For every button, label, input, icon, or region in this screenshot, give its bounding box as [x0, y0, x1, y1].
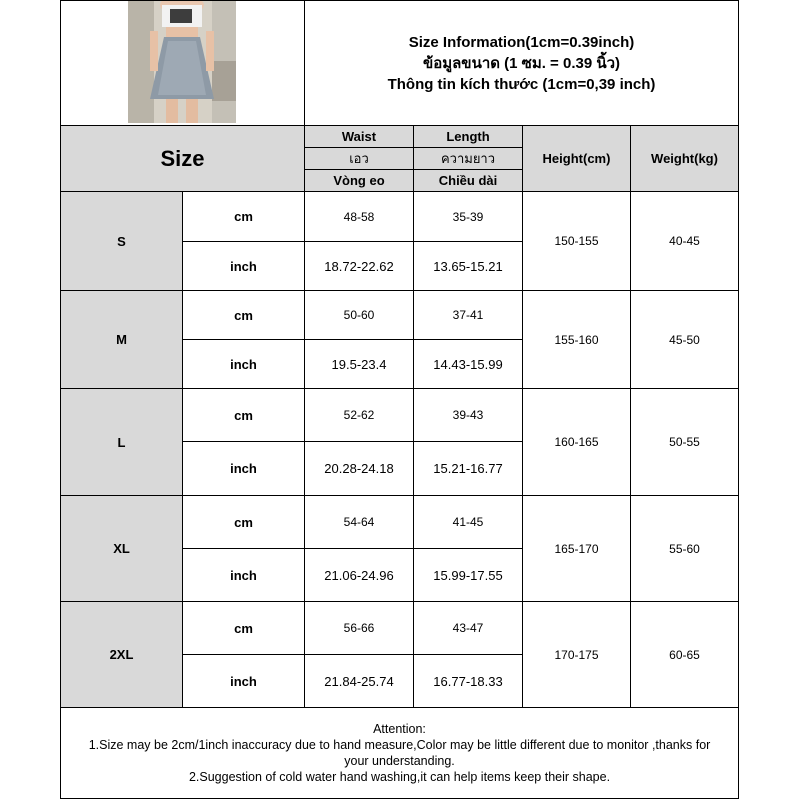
height-header: Height(cm)	[522, 125, 631, 192]
weight-value: 60-65	[630, 601, 739, 708]
length-cm-value: 39-43	[413, 388, 523, 442]
waist-inch-value: 18.72-22.62	[304, 241, 414, 291]
waist-header-en: Waist	[304, 125, 414, 148]
attention-line-1: 1.Size may be 2cm/1inch inaccuracy due to hand measure,Color may be little different due to monitor ,thanks for	[88, 738, 711, 752]
waist-cm-value: 48-58	[304, 191, 414, 242]
length-cm-value: 37-41	[413, 290, 523, 340]
waist-cm-value: 50-60	[304, 290, 414, 340]
weight-header: Weight(kg)	[630, 125, 739, 192]
size-header	[60, 125, 305, 192]
length-header-en: Length	[413, 125, 523, 148]
weight-value: 40-45	[630, 191, 739, 291]
length-inch-value: 14.43-15.99	[413, 339, 523, 389]
height-value: 170-175	[522, 601, 631, 708]
unit-cm: cm	[182, 290, 305, 340]
waist-inch-value: 19.5-23.4	[304, 339, 414, 389]
attention-note	[60, 707, 739, 799]
attention-line-2: 2.Suggestion of cold water hand washing,it can help items keep their shape.	[188, 770, 611, 784]
size-chart	[60, 0, 739, 799]
length-inch-value: 15.99-17.55	[413, 548, 523, 602]
size-information-cell	[304, 0, 739, 126]
info-line-vi: Thông tin kích thước (1cm=0,39 inch)	[387, 75, 656, 93]
unit-inch: inch	[182, 654, 305, 708]
length-inch-value: 15.21-16.77	[413, 441, 523, 496]
weight-value: 45-50	[630, 290, 739, 389]
unit-cm: cm	[182, 191, 305, 242]
height-value: 155-160	[522, 290, 631, 389]
waist-inch-value: 21.06-24.96	[304, 548, 414, 602]
unit-cm: cm	[182, 495, 305, 549]
size-label-m: M	[60, 290, 183, 389]
length-cm-value: 35-39	[413, 191, 523, 242]
size-label-s: S	[60, 191, 183, 291]
size-label-l: L	[60, 388, 183, 496]
length-header-th: ความยาว	[413, 147, 523, 170]
info-line-en: Size Information(1cm=0.39inch)	[408, 33, 635, 51]
size-label-2xl: 2XL	[60, 601, 183, 708]
unit-cm: cm	[182, 601, 305, 655]
unit-cm: cm	[182, 388, 305, 442]
waist-cm-value: 54-64	[304, 495, 414, 549]
height-value: 160-165	[522, 388, 631, 496]
unit-inch: inch	[182, 548, 305, 602]
size-label-xl: XL	[60, 495, 183, 602]
unit-inch: inch	[182, 441, 305, 496]
length-cm-value: 41-45	[413, 495, 523, 549]
waist-inch-value: 20.28-24.18	[304, 441, 414, 496]
weight-value: 50-55	[630, 388, 739, 496]
length-inch-value: 13.65-15.21	[413, 241, 523, 291]
attention-title: Attention:	[373, 722, 426, 736]
waist-cm-value: 56-66	[304, 601, 414, 655]
product-photo	[128, 1, 236, 123]
info-line-th: ข้อมูลขนาด (1 ซม. = 0.39 นิ้ว)	[422, 54, 621, 72]
size-header-label: Size	[160, 145, 205, 171]
skirt-model-image	[128, 1, 236, 123]
weight-value: 55-60	[630, 495, 739, 602]
length-inch-value: 16.77-18.33	[413, 654, 523, 708]
waist-inch-value: 21.84-25.74	[304, 654, 414, 708]
height-value: 150-155	[522, 191, 631, 291]
unit-inch: inch	[182, 241, 305, 291]
waist-cm-value: 52-62	[304, 388, 414, 442]
waist-header-th: เอว	[304, 147, 414, 170]
attention-line-1b: your understanding.	[344, 754, 455, 768]
waist-header-vi: Vòng eo	[304, 169, 414, 192]
length-cm-value: 43-47	[413, 601, 523, 655]
length-header-vi: Chiều dài	[413, 169, 523, 192]
unit-inch: inch	[182, 339, 305, 389]
height-value: 165-170	[522, 495, 631, 602]
